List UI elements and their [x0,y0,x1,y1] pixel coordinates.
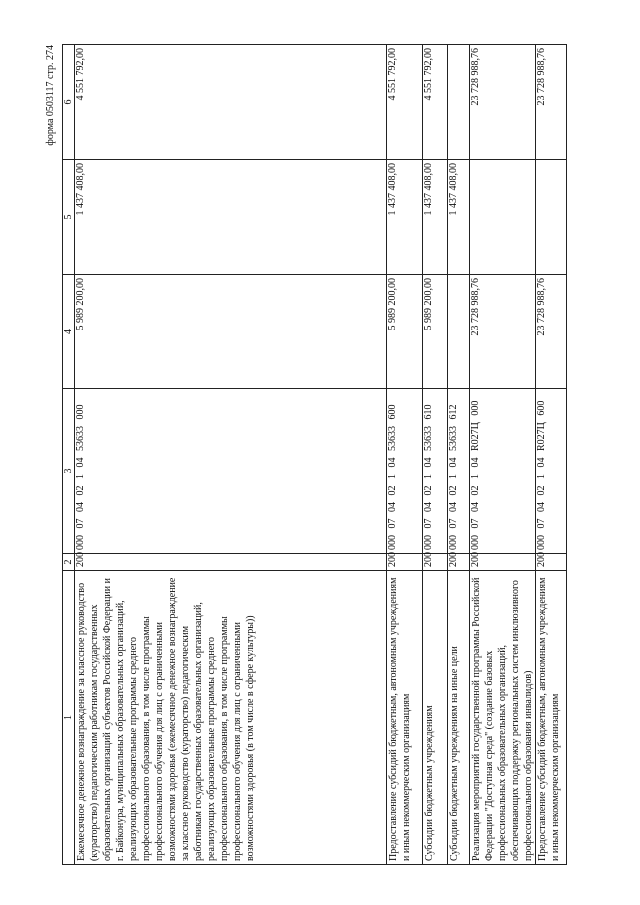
line-code: 200 [423,554,448,571]
row-name: Ежемесячное денежное вознаграждение за классное руководство (кураторство) педагогическим работникам государственных образовательных организаций субъектов Российской Федерации и г. Байконура, муниципальных образовательных организаций, реализующих образовательные программы среднего профессионального образования, в том числе программы профессионального обучения для лиц с ограниченными возможностями здоровья (ежемесячное денежное вознаграждение за классное руководство (кураторство) педагогическим работникам государственных образовательных организаций, реализующих образовательные программы среднего профессионального образования, в том числе программы профессионального обучения для лиц с ограниченными возможностями здоровья (в том числе в сфере культуры)) [75,571,387,865]
header-row [63,45,75,865]
form-label: форма 0503117 стр. 274 [45,45,56,146]
unexecuted-amount: 23 728 988,76 [470,45,536,160]
unexecuted-amount: 4 551 792,00 [387,45,423,160]
column-header: 5 [63,160,75,275]
row-name: Предоставление субсидий бюджетным, автономным учреждениям и иным некоммерческим организациям [536,571,567,865]
table-row [536,45,567,865]
executed-amount [536,160,567,275]
line-code: 200 [536,554,567,571]
budget-classification-code: 000 07 04 02 1 04 53633 000 [75,389,387,554]
unexecuted-amount: 4 551 792,00 [75,45,387,160]
rotated-report-sheet [45,45,595,865]
column-header: 4 [63,275,75,389]
budget-classification-code: 000 07 04 02 1 04 R027Ц 600 [536,389,567,554]
budget-classification-code: 000 07 04 02 1 04 R027Ц 000 [470,389,536,554]
column-header: 1 [63,571,75,865]
executed-amount [470,160,536,275]
approved-amount: 23 728 988,76 [470,275,536,389]
row-name: Субсидии бюджетным учреждениям на иные цели [448,571,470,865]
budget-execution-table [62,44,567,865]
row-name: Субсидии бюджетным учреждениям [423,571,448,865]
column-header: 2 [63,554,75,571]
column-header: 3 [63,389,75,554]
line-code: 200 [470,554,536,571]
budget-classification-code: 000 07 04 02 1 04 53633 612 [448,389,470,554]
line-code: 200 [75,554,387,571]
executed-amount: 1 437 408,00 [387,160,423,275]
executed-amount: 1 437 408,00 [448,160,470,275]
approved-amount: 23 728 988,76 [536,275,567,389]
approved-amount [448,275,470,389]
row-name: Предоставление субсидий бюджетным, автономным учреждениям и иным некоммерческим организациям [387,571,423,865]
budget-classification-code: 000 07 04 02 1 04 53633 600 [387,389,423,554]
unexecuted-amount: 23 728 988,76 [536,45,567,160]
approved-amount: 5 989 200,00 [387,275,423,389]
column-header: 6 [63,45,75,160]
executed-amount: 1 437 408,00 [75,160,387,275]
approved-amount: 5 989 200,00 [423,275,448,389]
table-row [448,45,470,865]
approved-amount: 5 989 200,00 [75,275,387,389]
unexecuted-amount [448,45,470,160]
budget-classification-code: 000 07 04 02 1 04 53633 610 [423,389,448,554]
table-row [423,45,448,865]
line-code: 200 [387,554,423,571]
unexecuted-amount: 4 551 792,00 [423,45,448,160]
executed-amount: 1 437 408,00 [423,160,448,275]
table-row [470,45,536,865]
row-name: Реализация мероприятий государственной программы Российской Федерации "Доступная среда" (создание базовых профессиональных образовательных организаций, обеспечивающих поддержку региональных систем инклюзивного профессионального образования инвалидов) [470,571,536,865]
table-row [75,45,387,865]
table-row [387,45,423,865]
line-code: 200 [448,554,470,571]
